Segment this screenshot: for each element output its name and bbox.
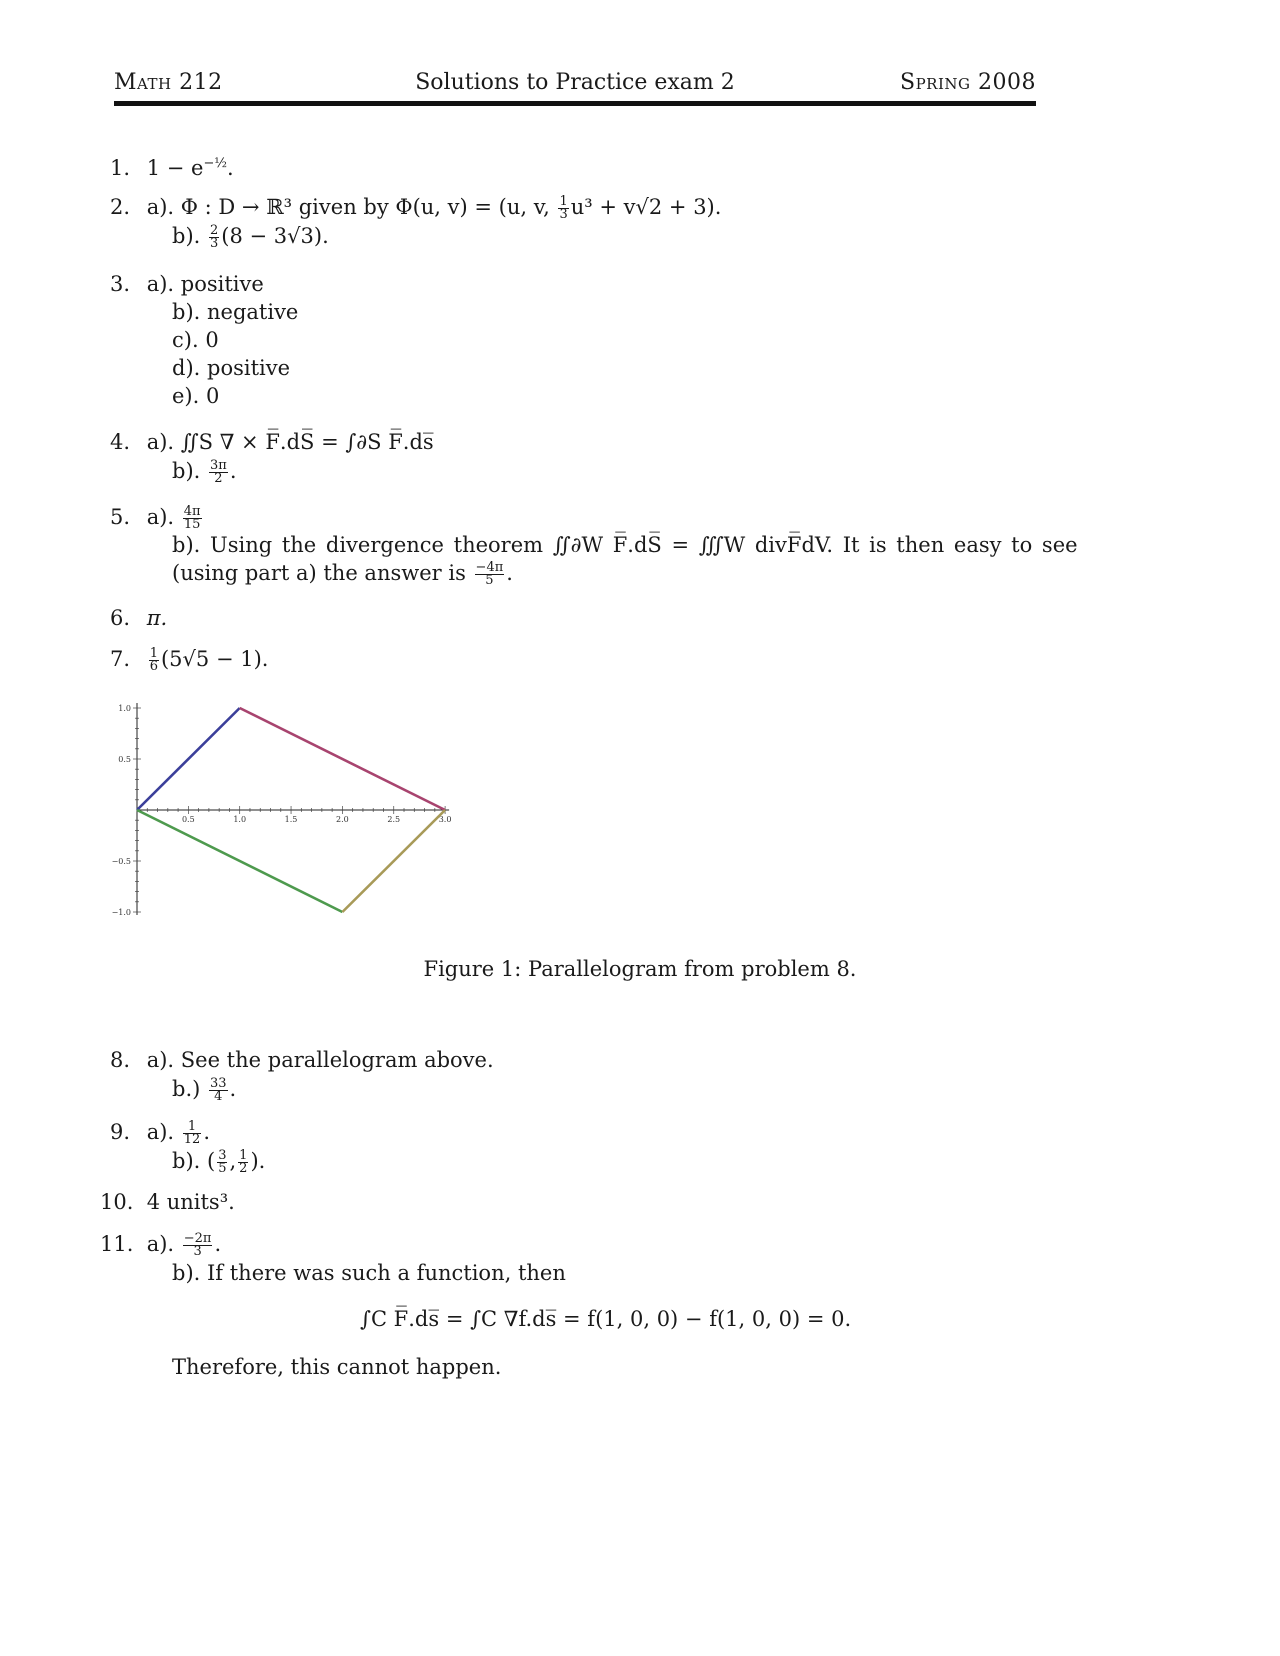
- denominator: 2: [239, 1161, 248, 1176]
- y-tick-label: −1.0: [111, 908, 131, 917]
- problem-3c: [172, 326, 219, 354]
- fraction: [475, 562, 505, 587]
- part-label: a).: [146, 1048, 175, 1072]
- answer-text: .: [203, 1120, 210, 1144]
- denominator: 5: [485, 573, 494, 588]
- equation: ∬S ∇ × F̅.dS̅ = ∫∂S F̅.ds̅: [180, 430, 434, 454]
- problem-8a: [100, 1046, 494, 1074]
- answer-text: 0: [205, 328, 219, 352]
- part-label: b).: [172, 1261, 201, 1285]
- problem-11-conclusion: Therefore, this cannot happen.: [172, 1355, 502, 1379]
- problem-5b-cont: [172, 559, 513, 587]
- problem-number: 6.: [109, 606, 130, 630]
- problem-number: 9.: [109, 1120, 130, 1144]
- numerator: 33: [210, 1076, 227, 1091]
- answer-text: u³ + v√2 + 3).: [570, 195, 722, 219]
- answer-text: See the parallelogram above.: [180, 1048, 494, 1072]
- part-label: b.): [172, 1077, 201, 1101]
- answer-text: (8 − 3√3).: [221, 224, 329, 248]
- part-label: b).: [172, 224, 201, 248]
- display-equation: ∫C F̅.ds̅ = ∫C ∇f.ds̅ = f(1, 0, 0) − f(1, 0, 0) = 0.: [360, 1307, 852, 1331]
- answer-text: 4 units³.: [146, 1190, 235, 1214]
- problem-3d: [172, 354, 290, 382]
- part-label: d).: [172, 356, 201, 380]
- x-tick-label: 0.5: [181, 815, 195, 824]
- fraction: [238, 1150, 248, 1175]
- answer-text: .: [229, 1077, 237, 1101]
- fraction: [149, 648, 159, 673]
- problem-8b: [172, 1075, 236, 1103]
- problem-number: 7.: [109, 647, 130, 671]
- part-label: a).: [146, 505, 175, 529]
- numerator: 1: [559, 194, 568, 209]
- exponent: −½: [203, 156, 227, 171]
- fraction: [558, 196, 568, 221]
- fraction: [183, 1233, 213, 1258]
- fraction: [183, 506, 202, 531]
- series-line: [137, 708, 240, 810]
- denominator: 3: [193, 1244, 202, 1259]
- problem-number: 2.: [109, 195, 130, 219]
- punct: .: [226, 156, 234, 180]
- problem-number: 10.: [100, 1190, 134, 1214]
- answer-text: 0: [205, 384, 220, 408]
- denominator: 12: [183, 1132, 201, 1147]
- part-label: b).: [172, 459, 201, 483]
- denominator: 6: [149, 659, 158, 674]
- problem-number: 11.: [100, 1232, 134, 1256]
- problem-2a: [100, 193, 721, 221]
- part-label: b).: [172, 533, 201, 557]
- answer-text: 1 − e: [146, 156, 204, 180]
- x-tick-label: 2.5: [387, 815, 401, 824]
- y-tick-label: −0.5: [111, 857, 131, 866]
- paren: ).: [250, 1149, 266, 1173]
- x-tick-label: 1.5: [284, 815, 298, 824]
- y-tick-label: 1.0: [118, 704, 131, 713]
- part-label: a).: [146, 195, 175, 219]
- numerator: 1: [183, 1121, 202, 1134]
- denominator: 4: [214, 1089, 223, 1104]
- fraction: [183, 1121, 202, 1146]
- part-label: a).: [146, 1232, 175, 1256]
- answer-text: positive: [180, 272, 264, 296]
- series-line: [240, 708, 445, 810]
- problem-number: 3.: [109, 272, 130, 296]
- answer-text: .: [506, 561, 513, 585]
- problem-5a: [100, 503, 204, 531]
- part-label: c).: [172, 328, 199, 352]
- problem-number: 8.: [109, 1048, 130, 1072]
- part-label: a).: [146, 1120, 175, 1144]
- numerator: −4π: [475, 560, 504, 575]
- denominator: 3: [210, 236, 219, 251]
- x-tick-label: 3.0: [438, 815, 452, 824]
- parallelogram-chart: [100, 690, 500, 930]
- series-line: [137, 810, 342, 912]
- answer-text: .: [214, 1232, 222, 1256]
- problem-11a: [100, 1230, 221, 1258]
- problem-4b: [172, 457, 237, 485]
- problem-5b: [172, 531, 1078, 559]
- numerator: 1: [239, 1148, 248, 1163]
- denominator: 15: [183, 517, 201, 532]
- answer-text: positive: [207, 356, 291, 380]
- fraction: [209, 225, 219, 250]
- answer-text: Φ : D → ℝ³ given by Φ(u, v) = (u, v,: [180, 195, 550, 219]
- fraction: [209, 1078, 228, 1103]
- denominator: 3: [559, 207, 568, 222]
- figure-caption: Figure 1: Parallelogram from problem 8.: [423, 957, 857, 981]
- numerator: 3π: [210, 458, 227, 473]
- separator: ,: [229, 1149, 237, 1173]
- fraction: [217, 1150, 227, 1175]
- numerator: 2: [210, 223, 219, 238]
- page-header: [114, 70, 1036, 100]
- numerator: 3: [218, 1148, 227, 1163]
- x-tick-label: 2.0: [336, 815, 349, 824]
- y-tick-label: 0.5: [118, 755, 131, 764]
- answer-text: π.: [146, 606, 168, 630]
- problem-number: 5.: [109, 505, 130, 529]
- problem-3e: [172, 382, 219, 410]
- answer-text: .: [229, 459, 237, 483]
- answer-text: Using the divergence theorem ∬∂W F̅.dS̅ = ∭W divF̅dV. It is then easy to see: [210, 533, 1078, 557]
- answer-text: (5√5 − 1).: [160, 647, 269, 671]
- numerator: −2π: [183, 1231, 212, 1246]
- problem-2b: [172, 222, 329, 250]
- problem-10: [100, 1188, 235, 1216]
- answer-text: (using part a) the answer is: [172, 561, 466, 585]
- denominator: 2: [214, 471, 223, 486]
- part-label: b).: [172, 1149, 201, 1173]
- problem-11b: [172, 1259, 566, 1287]
- denominator: 5: [218, 1161, 227, 1176]
- course-label: Math 212: [114, 70, 223, 95]
- problem-number: 1.: [109, 156, 130, 180]
- fraction: [209, 460, 228, 485]
- term-label: Spring 2008: [900, 70, 1036, 95]
- part-label: a).: [146, 430, 175, 454]
- numerator: 1: [149, 646, 158, 661]
- problem-9a: [100, 1118, 210, 1146]
- problem-7: [100, 645, 268, 673]
- problem-4a: [100, 428, 434, 456]
- numerator: 4π: [183, 504, 201, 519]
- part-label: e).: [172, 384, 200, 408]
- problem-9b: [172, 1147, 265, 1175]
- answer-text: negative: [207, 300, 299, 324]
- problem-1: [100, 150, 234, 182]
- paren: (: [207, 1149, 216, 1173]
- answer-text: If there was such a function, then: [207, 1261, 566, 1285]
- problem-3b: [172, 298, 298, 326]
- series-line: [342, 810, 445, 912]
- document-title: Solutions to Practice exam 2: [415, 70, 735, 95]
- header-rule: [114, 101, 1036, 106]
- x-tick-label: 1.0: [233, 815, 247, 824]
- part-label: a).: [146, 272, 175, 296]
- problem-number: 4.: [109, 430, 130, 454]
- part-label: b).: [172, 300, 201, 324]
- problem-6: [100, 604, 167, 632]
- problem-3: [100, 270, 264, 298]
